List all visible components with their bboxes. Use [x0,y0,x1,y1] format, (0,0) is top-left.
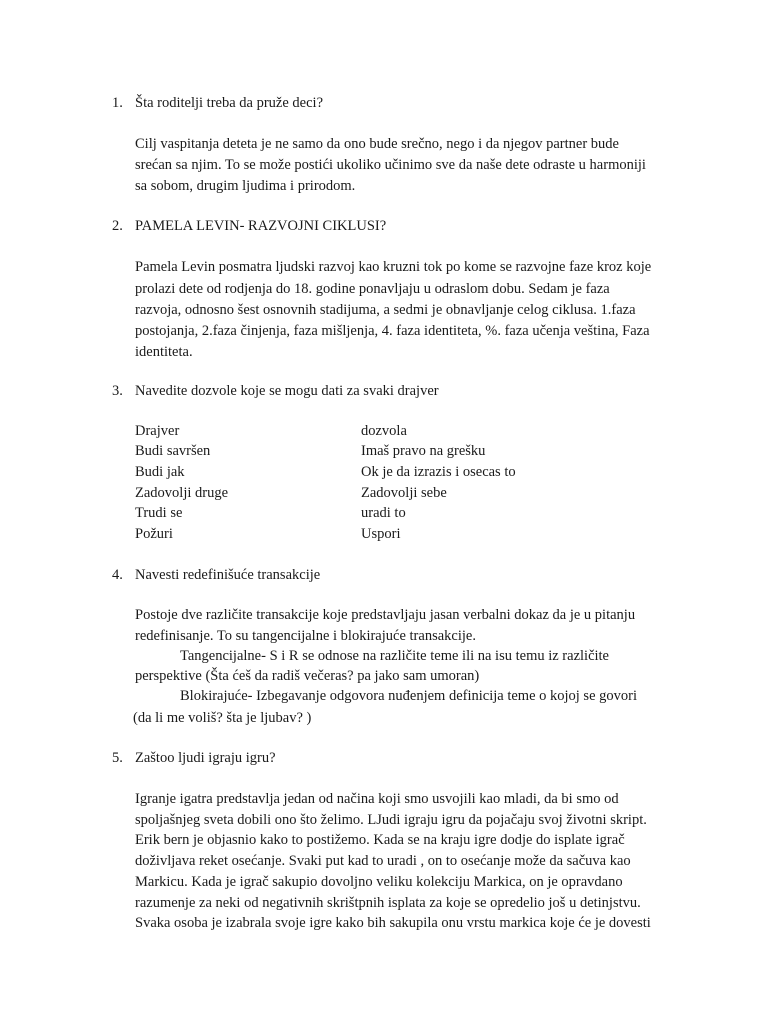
q5-line: Erik bern je objasnio kako to postižemo. Kada se na kraju igre dodje do isplate igrač [135,832,625,848]
q5-line: Markicu. Kada je igrač sakupio dovoljno veliku kolekciju Markica, on je opravdano [135,874,623,890]
q4-line: (da li me voliš? šta je ljubav? ) [133,710,312,726]
q2-line: prolazi dete od rodjenja do 18. godine ponavljaju u odraslom dobu. Sedam je faza [135,281,610,297]
q2-line: postojanja, 2.faza činjenja, faza mišljenja, 4. faza identiteta, %. faza učenja veština, Faza [135,323,650,339]
permission-cell: Zadovolji sebe [361,485,447,501]
q1-line: sa sobom, drugim ljudima i prirodom. [135,178,356,194]
driver-cell: Drajver [135,423,180,439]
permission-cell: dozvola [361,423,407,439]
q5-number: 5. [112,750,123,766]
q5-line: doživljava reket osećanje. Svaki put kad to uradi , on to osećanje može da sačuva kao [135,853,631,869]
q5-title: Zaštoo ljudi igraju igru? [135,750,276,766]
driver-cell: Budi jak [135,464,185,480]
driver-cell: Trudi se [135,505,183,521]
driver-cell: Zadovolji druge [135,485,229,501]
q4-line: Tangencijalne- S i R se odnose na različite teme ili na isu temu iz različite [180,648,609,664]
q4-line: Blokirajuće- Izbegavanje odgovora nuđenjem definicija teme o kojoj se govori [180,688,637,704]
q1-line: srećan sa njim. To se može postići ukoliko učinimo sve da naše dete odraste u harmoniji [135,157,646,173]
driver-cell: Budi savršen [135,443,211,459]
q2-line: razvoja, odnosno šest osnovnih stadijuma, a sedmi je obnavljanje celog ciklusa. 1.faza [135,302,636,318]
q5-line: Igranje igatra predstavlja jedan od načina koji smo usvojili kao mladi, da bi smo od [135,791,619,807]
q3-number: 3. [112,383,123,399]
q5-line: spoljašnjeg sveta dobili ono što želimo. LJudi igraju igru da pojačaju svoj životni skript. [135,812,647,828]
q4-line: Postoje dve različite transakcije koje predstavljaju jasan verbalni dokaz da je u pitanju [135,607,636,623]
q1-line: Cilj vaspitanja deteta je ne samo da ono bude srečno, nego i da njegov partner bude [135,136,619,152]
q2-title: PAMELA LEVIN- RAZVOJNI CIKLUSI? [135,218,387,234]
permission-cell: Imaš pravo na grešku [361,443,486,459]
permission-cell: Uspori [361,526,401,542]
q4-title: Navesti redefinišuće transakcije [135,567,321,583]
q2-line: Pamela Levin posmatra ljudski razvoj kao kruzni tok po kome se razvojne faze kroz koje [135,259,652,275]
q1-title: Šta roditelji treba da pruže deci? [135,95,324,111]
q2-number: 2. [112,218,123,234]
q3-title: Navedite dozvole koje se mogu dati za svaki drajver [135,383,439,399]
q1-number: 1. [112,95,123,111]
q5-line: Svaka osoba je izabrala svoje igre kako bih sakupila onu vrstu markica koje će je dovesti [135,915,651,931]
q4-number: 4. [112,567,123,583]
q4-line: redefinisanje. To su tangencijalne i blokirajuće transakcije. [135,628,476,644]
q2-line: identiteta. [135,344,193,360]
permission-cell: uradi to [361,505,406,521]
permission-cell: Ok je da izrazis i osecas to [361,464,516,480]
q4-line: perspektive (Šta ćeš da radiš večeras? pa jako sam umoran) [135,668,480,684]
driver-cell: Požuri [135,526,173,542]
q5-line: razumenje za neki od negativnih skrištpnih isplata za koje se opredelio još u detinjstvu. [135,895,641,911]
